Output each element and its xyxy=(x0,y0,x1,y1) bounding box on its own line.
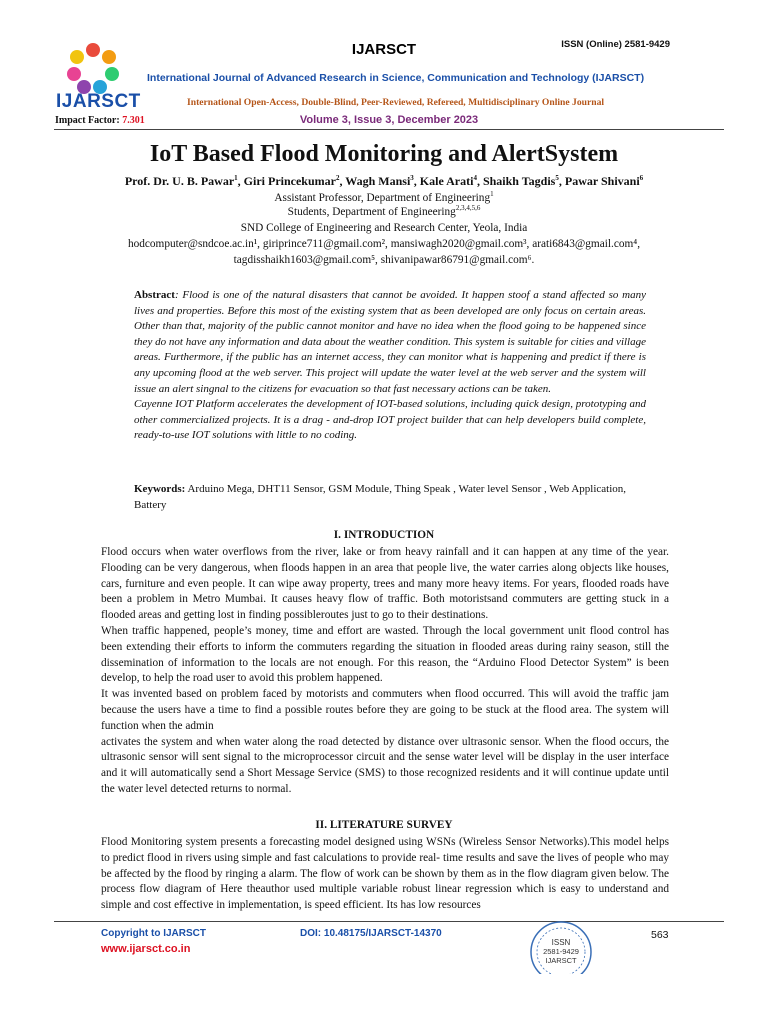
author-name: Wagh Mansi xyxy=(345,174,411,188)
stamp-name-text: IJARSCT xyxy=(545,956,577,965)
literature-survey-body xyxy=(101,835,669,914)
author-name: Shaikh Tagdis xyxy=(482,174,556,188)
paragraph: It was invented based on problem faced by motorists and commuters when flood occurred. This will avoid the traffic jam because the users have a time to find a possible routes before they are going to be stuck at the flood area. The system will function when the admin xyxy=(101,688,669,732)
college: SND College of Engineering and Research Center, Yeola, India xyxy=(240,222,528,234)
page-number: 563 xyxy=(651,929,669,941)
abstract-body: : Flood is one of the natural disasters that cannot be avoided. It happen stoof a stand affected so many lives and properties. Before this most of the existing system that as been developed are only focus on certain areas. Other than that, majority of the public cannot monitor and have no idea when the flood going to be happened since they do not have any information and data about the weather condition. This system is suitable for cities and village areas. Furthermore, if the public has an internet access, they can monitor what is happening and predict if there is any upcoming flood at the web server. This project will update the water level at the web server and the system will issue an alert singnal to the citizens for evacuation so that fast necessary actions can be taken. xyxy=(134,289,646,395)
abstract-body-2: Cayenne IOT Platform accelerates the development of IOT-based solutions, including quick design, prototyping and other commercialized projects. It is a drag - and-drop IOT project builder that can help developers build complete, ready-to-use IOT solutions with little to no coding. xyxy=(134,398,646,442)
logo-text: IJARSCT xyxy=(56,91,141,112)
literature-survey-heading: II. LITERATURE SURVEY xyxy=(315,819,453,831)
author-name: Pawar Shivani xyxy=(564,174,640,188)
stamp-number-text: 2581-9429 xyxy=(543,947,579,956)
abstract-label: Abstract xyxy=(134,289,175,301)
issn-online: ISSN (Online) 2581-9429 xyxy=(561,39,670,50)
website-link[interactable]: www.ijarsct.co.in xyxy=(101,943,191,955)
introduction-body xyxy=(101,545,669,798)
paragraph: When traffic happened, people’s money, time and effort are wasted. Through the local government unit flood control has been extending their efforts to inform the commuters regarding the situation in flooded areas during rainy season, still the dissemination of information to the locals are not enough. For this reason, the “Arduino Flood Detector System” is been develop, to help the road user to avoid this problem happened. xyxy=(101,624,669,685)
paragraph: Flood occurs when water overflows from the river, lake or from heavy rainfall and it can happen at any time of the year. Flooding can be very dangerous, when floods happen in an area that people live, the water carries along objects like houses, cars, furniture and even people. It can wipe away property, trees and many more heavy items. For years, flooded roads have been a problem in Metro Mumbai. It causes heavy flow of traffic. Both motoristsand commuters are getting stuck in a flooded areas and getting lost in finding possibleroutes just to go to their destinations. xyxy=(101,546,669,622)
author-name: Giri Princekumar xyxy=(243,174,336,188)
volume-issue: Volume 3, Issue 3, December 2023 xyxy=(299,114,479,126)
impact-label: Impact Factor: xyxy=(55,115,123,126)
footer-divider xyxy=(54,921,724,922)
stamp-issn-text: ISSN xyxy=(551,938,571,947)
abstract xyxy=(134,288,646,444)
journal-name: International Journal of Advanced Research in Science, Communication and Technology (IJARSCT) xyxy=(147,72,645,84)
doi: DOI: 10.48175/IJARSCT-14370 xyxy=(300,928,442,939)
emails-line-2: tagdisshaikh1603@gmail.com⁵, shivanipawar86791@gmail.com⁶. xyxy=(233,254,535,266)
author-name: Prof. Dr. U. B. Pawar xyxy=(124,174,235,188)
paragraph: Flood Monitoring system presents a forecasting model designed using WSNs (Wireless Sensor Networks).This model helps to predict flood in rivers using simple and fast calculations to provide real- time results and save the lives of people who may be affected by the flood by ringing a alarm. The flow of work can be shown by them as in the flow diagram given below. The process flow diagram of Here theauthor used multiple variable robust linear regression which is easy to understand and simple and cost effective in implementation, is speed efficient. Its has low resources xyxy=(101,836,669,912)
keywords xyxy=(134,482,646,513)
header-divider xyxy=(54,129,724,130)
copyright: Copyright to IJARSCT xyxy=(101,928,206,939)
author-list: Prof. Dr. U. B. Pawar$^1$, Giri Princekumar$^2$, Wagh Mansi$^3$, Kale Arati$^4$, Shaikh Tagdis$^5$, Pawar Shivani$^6$ xyxy=(124,174,644,188)
emails-line-1: hodcomputer@sndcoe.ac.in¹, giriprince711@gmail.com², mansiwagh2020@gmail.com³, arati6843@gmail.com⁴, xyxy=(127,238,641,250)
paragraph: activates the system and when water along the road detected by distance over ultrasonic sensor. When the flood occurs, the ultrasonic sensor will sent signal to the microprocessor circuit and the sense water level will be display in the user interface and it will automatically send a Short Message Service (SMS) to those recognized residents and it will continue update until the water level detected returns to normal. xyxy=(101,735,669,795)
keywords-list: Arduino Mega, DHT11 Sensor, GSM Module, Thing Speak , Water level Sensor , Web Application, Battery xyxy=(134,483,627,511)
paper-title: IoT Based Flood Monitoring and AlertSystem xyxy=(149,141,619,167)
author-name: Kale Arati xyxy=(419,174,474,188)
introduction-heading: I. INTRODUCTION xyxy=(333,529,435,541)
affiliation-2: Students, Department of Engineering$^{2,3,4,5,6}$ xyxy=(287,204,481,218)
access-line: International Open-Access, Double-Blind, Peer-Reviewed, Refereed, Multidisciplinary Online Journal xyxy=(187,97,605,108)
journal-brand: IJARSCT xyxy=(351,41,417,58)
affiliation-1: Assistant Professor, Department of Engineering$^1$ xyxy=(274,190,494,204)
keywords-label: Keywords: xyxy=(134,483,186,495)
impact-value: 7.301 xyxy=(122,115,145,126)
issn-stamp-icon xyxy=(524,920,598,974)
